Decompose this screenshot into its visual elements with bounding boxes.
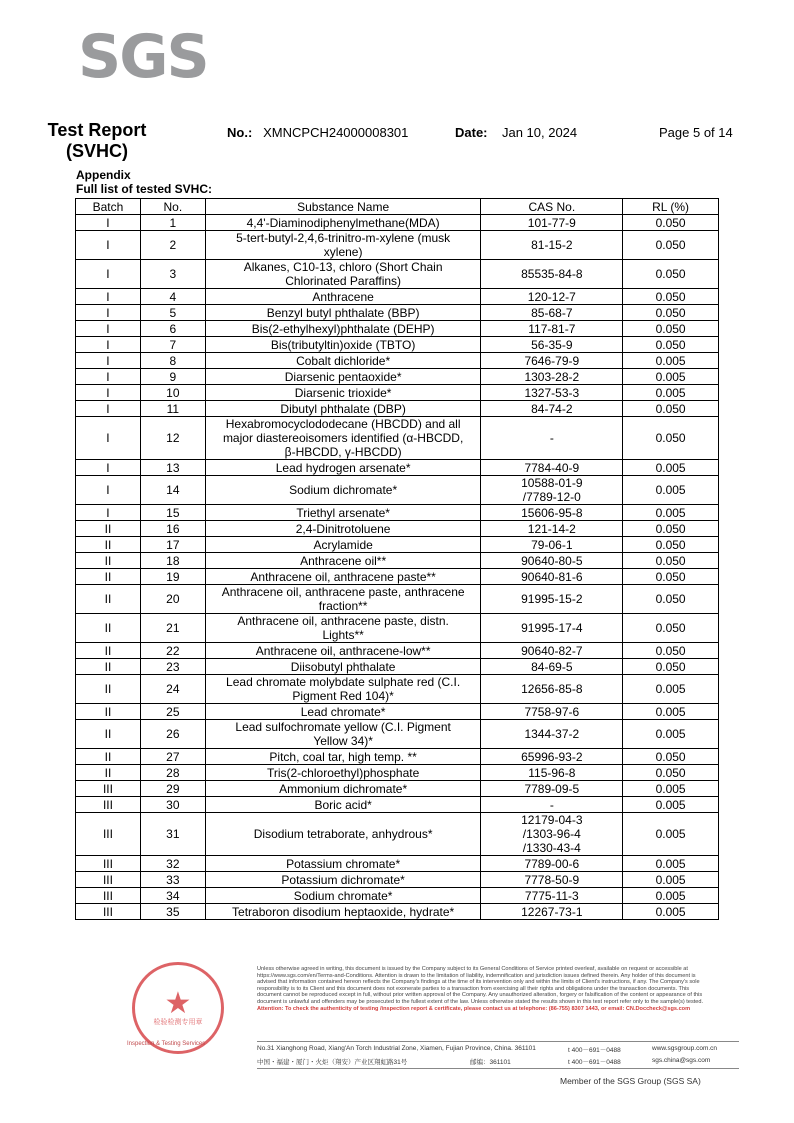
cell-substance: Disodium tetraborate, anhydrous* xyxy=(205,813,481,856)
table-row xyxy=(76,353,719,369)
cell-rl: 0.050 xyxy=(623,765,719,781)
cell-rl: 0.050 xyxy=(623,585,719,614)
cell-substance: Anthracene oil, anthracene-low** xyxy=(205,643,481,659)
cell-substance: 4,4'-Diaminodiphenylmethane(MDA) xyxy=(205,215,481,231)
cell-substance: Cobalt dichloride* xyxy=(205,353,481,369)
table-row xyxy=(76,505,719,521)
cell-rl: 0.005 xyxy=(623,505,719,521)
cell-substance: Acrylamide xyxy=(205,537,481,553)
table-row xyxy=(76,231,719,260)
cell-cas: 84-74-2 xyxy=(481,401,623,417)
table-row xyxy=(76,569,719,585)
table-row xyxy=(76,813,719,856)
header-batch: Batch xyxy=(76,199,141,215)
cell-no: 6 xyxy=(140,321,205,337)
cell-cas: 7789-00-6 xyxy=(481,856,623,872)
table-row xyxy=(76,305,719,321)
cell-cas: 12656-85-8 xyxy=(481,675,623,704)
cell-cas: 79-06-1 xyxy=(481,537,623,553)
cell-substance: Anthracene oil, anthracene paste, anthracene fraction** xyxy=(205,585,481,614)
cell-no: 5 xyxy=(140,305,205,321)
cell-batch: II xyxy=(76,569,141,585)
cell-cas: 1303-28-2 xyxy=(481,369,623,385)
cell-rl: 0.050 xyxy=(623,521,719,537)
header-cas: CAS No. xyxy=(481,199,623,215)
cell-batch: II xyxy=(76,614,141,643)
cell-no: 33 xyxy=(140,872,205,888)
cell-substance: Lead chromate molybdate sulphate red (C.I. Pigment Red 104)* xyxy=(205,675,481,704)
cell-no: 13 xyxy=(140,460,205,476)
cell-no: 29 xyxy=(140,781,205,797)
cell-cas: 117-81-7 xyxy=(481,321,623,337)
sgs-member-note: Member of the SGS Group (SGS SA) xyxy=(560,1076,701,1086)
cell-batch: III xyxy=(76,856,141,872)
cell-no: 12 xyxy=(140,417,205,460)
cell-no: 1 xyxy=(140,215,205,231)
web-en: www.sgsgroup.com.cn xyxy=(652,1045,718,1052)
cell-rl: 0.050 xyxy=(623,337,719,353)
cell-substance: Benzyl butyl phthalate (BBP) xyxy=(205,305,481,321)
cell-rl: 0.050 xyxy=(623,749,719,765)
header-substance: Substance Name xyxy=(205,199,481,215)
cell-rl: 0.050 xyxy=(623,260,719,289)
cell-rl: 0.050 xyxy=(623,401,719,417)
table-row xyxy=(76,476,719,505)
cell-batch: I xyxy=(76,505,141,521)
cell-cas: 10588-01-9 /7789-12-0 xyxy=(481,476,623,505)
cell-no: 26 xyxy=(140,720,205,749)
cell-no: 4 xyxy=(140,289,205,305)
cell-cas: - xyxy=(481,417,623,460)
cell-rl: 0.005 xyxy=(623,856,719,872)
cell-rl: 0.005 xyxy=(623,813,719,856)
cell-cas: 115-96-8 xyxy=(481,765,623,781)
table-row xyxy=(76,289,719,305)
cell-batch: I xyxy=(76,260,141,289)
cell-no: 30 xyxy=(140,797,205,813)
date-value: Jan 10, 2024 xyxy=(501,125,578,140)
table-row xyxy=(76,614,719,643)
cell-rl: 0.050 xyxy=(623,553,719,569)
cell-batch: I xyxy=(76,476,141,505)
table-row xyxy=(76,720,719,749)
table-row xyxy=(76,781,719,797)
cell-batch: II xyxy=(76,521,141,537)
cell-no: 3 xyxy=(140,260,205,289)
table-row xyxy=(76,260,719,289)
cell-rl: 0.050 xyxy=(623,215,719,231)
cell-rl: 0.005 xyxy=(623,369,719,385)
cell-batch: II xyxy=(76,675,141,704)
cell-substance: Ammonium dichromate* xyxy=(205,781,481,797)
cell-rl: 0.050 xyxy=(623,305,719,321)
cell-no: 22 xyxy=(140,643,205,659)
table-row xyxy=(76,872,719,888)
cell-rl: 0.005 xyxy=(623,460,719,476)
report-number xyxy=(227,125,408,140)
stamp-text: 检验检测专用章 xyxy=(153,1019,203,1026)
cell-no: 27 xyxy=(140,749,205,765)
cell-batch: II xyxy=(76,720,141,749)
report-no-label: No.: xyxy=(227,125,253,140)
cell-substance: Tetraboron disodium heptaoxide, hydrate* xyxy=(205,904,481,920)
cell-rl: 0.050 xyxy=(623,231,719,260)
table-row xyxy=(76,797,719,813)
cell-rl: 0.005 xyxy=(623,797,719,813)
address-en: No.31 Xianghong Road, Xiang'An Torch Industrial Zone, Xiamen, Fujian Province, China. 361101 xyxy=(257,1045,536,1052)
cell-no: 23 xyxy=(140,659,205,675)
cell-rl: 0.005 xyxy=(623,675,719,704)
table-row xyxy=(76,337,719,353)
appendix-label: Appendix xyxy=(76,168,131,182)
cell-substance: Lead sulfochromate yellow (C.I. Pigment Yellow 34)* xyxy=(205,720,481,749)
table-row xyxy=(76,888,719,904)
table-row xyxy=(76,585,719,614)
cell-no: 32 xyxy=(140,856,205,872)
cell-cas: 85535-84-8 xyxy=(481,260,623,289)
footer-divider-bottom xyxy=(257,1068,739,1069)
cell-no: 14 xyxy=(140,476,205,505)
header-no: No. xyxy=(140,199,205,215)
cell-cas: 1327-53-3 xyxy=(481,385,623,401)
cell-substance: Lead chromate* xyxy=(205,704,481,720)
cell-batch: II xyxy=(76,585,141,614)
cell-no: 21 xyxy=(140,614,205,643)
disclaimer-text: Unless otherwise agreed in writing, this document is issued by the Company subject to its General Conditions of Service printed overleaf, available on request or accessible at https://www.sgs.com/en/Terms-and-Conditions. Attention is drawn to the limitation of liability, indemnification and jurisdiction issues defined therein. Any holder of this document is advised that information contained hereon reflects the Company's findings at the time of its intervention only and within the limits of Client's instructions, if any. The Company's sole responsibility is to its Client and this document does not exonerate parties to a transaction from exercising all their rights and obligations under the transaction documents. This document cannot be reproduced except in full, without prior written approval of the Company. Any unauthorized alteration, forgery or falsification of the content or appearance of this document is unlawful and offenders may be prosecuted to the fullest extent of the law. Unless otherwise stated the results shown in this test report refer only to the sample(s) tested. xyxy=(257,966,704,1005)
table-row xyxy=(76,659,719,675)
cell-rl: 0.050 xyxy=(623,659,719,675)
cell-cas: 121-14-2 xyxy=(481,521,623,537)
cell-substance: Dibutyl phthalate (DBP) xyxy=(205,401,481,417)
cell-cas: 84-69-5 xyxy=(481,659,623,675)
cell-batch: I xyxy=(76,337,141,353)
cell-substance: Lead hydrogen arsenate* xyxy=(205,460,481,476)
phone-en: t 400－691－0488 xyxy=(568,1047,621,1054)
stamp-caption: Inspection & Testing Services xyxy=(127,1041,206,1047)
cell-substance: Diisobutyl phthalate xyxy=(205,659,481,675)
cell-rl: 0.050 xyxy=(623,417,719,460)
cell-rl: 0.050 xyxy=(623,569,719,585)
date-label: Date: xyxy=(455,125,488,140)
cell-batch: I xyxy=(76,369,141,385)
cell-cas: 90640-81-6 xyxy=(481,569,623,585)
cell-rl: 0.050 xyxy=(623,537,719,553)
legal-disclaimer xyxy=(257,966,707,1012)
table-row xyxy=(76,321,719,337)
report-no-value: XMNCPCH24000008301 xyxy=(263,125,409,140)
cell-batch: III xyxy=(76,813,141,856)
title-line-2: (SVHC) xyxy=(66,141,128,161)
cell-cas: 65996-93-2 xyxy=(481,749,623,765)
page-number: Page 5 of 14 xyxy=(659,125,733,140)
cell-no: 7 xyxy=(140,337,205,353)
cell-no: 17 xyxy=(140,537,205,553)
cell-no: 10 xyxy=(140,385,205,401)
cell-substance: Sodium chromate* xyxy=(205,888,481,904)
cell-cas: 91995-15-2 xyxy=(481,585,623,614)
table-row xyxy=(76,369,719,385)
cell-no: 18 xyxy=(140,553,205,569)
table-row xyxy=(76,704,719,720)
cell-cas: 90640-82-7 xyxy=(481,643,623,659)
table-row xyxy=(76,521,719,537)
cell-rl: 0.005 xyxy=(623,704,719,720)
sgs-logo: SGS xyxy=(78,22,208,92)
cell-rl: 0.005 xyxy=(623,720,719,749)
cell-batch: I xyxy=(76,215,141,231)
cell-cas: 15606-95-8 xyxy=(481,505,623,521)
postcode-cn: 邮编：361101 xyxy=(470,1059,511,1066)
table-row xyxy=(76,856,719,872)
table-row xyxy=(76,537,719,553)
cell-substance: Hexabromocyclododecane (HBCDD) and all major diastereoisomers identified (α-HBCDD, β-HBCDD, γ-HBCDD) xyxy=(205,417,481,460)
cell-rl: 0.050 xyxy=(623,643,719,659)
cell-no: 9 xyxy=(140,369,205,385)
table-row xyxy=(76,749,719,765)
svhc-table xyxy=(75,198,719,920)
cell-no: 19 xyxy=(140,569,205,585)
cell-no: 16 xyxy=(140,521,205,537)
cell-rl: 0.005 xyxy=(623,888,719,904)
cell-cas: 81-15-2 xyxy=(481,231,623,260)
cell-batch: II xyxy=(76,749,141,765)
cell-cas: 90640-80-5 xyxy=(481,553,623,569)
cell-no: 15 xyxy=(140,505,205,521)
cell-cas: 56-35-9 xyxy=(481,337,623,353)
cell-rl: 0.005 xyxy=(623,904,719,920)
cell-batch: II xyxy=(76,643,141,659)
cell-substance: Diarsenic trioxide* xyxy=(205,385,481,401)
cell-rl: 0.005 xyxy=(623,476,719,505)
cell-substance: Bis(2-ethylhexyl)phthalate (DEHP) xyxy=(205,321,481,337)
cell-rl: 0.050 xyxy=(623,614,719,643)
cell-rl: 0.005 xyxy=(623,385,719,401)
cell-substance: 5-tert-butyl-2,4,6-trinitro-m-xylene (musk xylene) xyxy=(205,231,481,260)
cell-cas: 7758-97-6 xyxy=(481,704,623,720)
cell-cas: 7778-50-9 xyxy=(481,872,623,888)
cell-rl: 0.005 xyxy=(623,781,719,797)
table-row xyxy=(76,215,719,231)
report-title xyxy=(44,120,150,162)
cell-no: 28 xyxy=(140,765,205,781)
cell-substance: Tris(2-chloroethyl)phosphate xyxy=(205,765,481,781)
table-row xyxy=(76,553,719,569)
cell-rl: 0.050 xyxy=(623,289,719,305)
cell-cas: 7789-09-5 xyxy=(481,781,623,797)
cell-batch: I xyxy=(76,353,141,369)
cell-rl: 0.050 xyxy=(623,321,719,337)
table-header-row xyxy=(76,199,719,215)
title-line-1: Test Report xyxy=(47,120,147,140)
cell-substance: 2,4-Dinitrotoluene xyxy=(205,521,481,537)
star-icon: ★ xyxy=(164,987,192,1020)
cell-batch: I xyxy=(76,417,141,460)
cell-cas: 1344-37-2 xyxy=(481,720,623,749)
cell-batch: III xyxy=(76,872,141,888)
cell-batch: II xyxy=(76,553,141,569)
cell-cas: - xyxy=(481,797,623,813)
cell-batch: III xyxy=(76,781,141,797)
cell-batch: I xyxy=(76,289,141,305)
cell-substance: Anthracene xyxy=(205,289,481,305)
cell-no: 31 xyxy=(140,813,205,856)
cell-substance: Anthracene oil** xyxy=(205,553,481,569)
cell-cas: 7775-11-3 xyxy=(481,888,623,904)
cell-batch: I xyxy=(76,231,141,260)
table-row xyxy=(76,460,719,476)
cell-substance: Pitch, coal tar, high temp. ** xyxy=(205,749,481,765)
cell-substance: Alkanes, C10-13, chloro (Short Chain Chlorinated Paraffins) xyxy=(205,260,481,289)
cell-cas: 7646-79-9 xyxy=(481,353,623,369)
cell-no: 25 xyxy=(140,704,205,720)
cell-batch: I xyxy=(76,321,141,337)
cell-batch: III xyxy=(76,888,141,904)
cell-batch: I xyxy=(76,460,141,476)
cell-cas: 12267-73-1 xyxy=(481,904,623,920)
footer-divider xyxy=(257,1041,739,1042)
cell-substance: Anthracene oil, anthracene paste** xyxy=(205,569,481,585)
cell-cas: 12179-04-3 /1303-96-4 /1330-43-4 xyxy=(481,813,623,856)
phone-cn: t 400－691－0488 xyxy=(568,1059,621,1066)
cell-cas: 101-77-9 xyxy=(481,215,623,231)
cell-substance: Diarsenic pentaoxide* xyxy=(205,369,481,385)
cell-no: 11 xyxy=(140,401,205,417)
cell-cas: 85-68-7 xyxy=(481,305,623,321)
cell-rl: 0.005 xyxy=(623,872,719,888)
table-row xyxy=(76,765,719,781)
cell-rl: 0.005 xyxy=(623,353,719,369)
cell-substance: Potassium dichromate* xyxy=(205,872,481,888)
cell-no: 35 xyxy=(140,904,205,920)
cell-no: 20 xyxy=(140,585,205,614)
list-title: Full list of tested SVHC: xyxy=(76,182,213,196)
cell-cas: 91995-17-4 xyxy=(481,614,623,643)
cell-batch: I xyxy=(76,401,141,417)
cell-substance: Anthracene oil, anthracene paste, distn. Lights** xyxy=(205,614,481,643)
cell-batch: III xyxy=(76,797,141,813)
cell-no: 24 xyxy=(140,675,205,704)
cell-batch: II xyxy=(76,659,141,675)
email-cn: sgs.china@sgs.com xyxy=(652,1057,711,1064)
cell-batch: II xyxy=(76,765,141,781)
cell-no: 2 xyxy=(140,231,205,260)
cell-substance: Triethyl arsenate* xyxy=(205,505,481,521)
cell-batch: I xyxy=(76,305,141,321)
cell-batch: III xyxy=(76,904,141,920)
table-row xyxy=(76,401,719,417)
table-row xyxy=(76,643,719,659)
table-row xyxy=(76,675,719,704)
cell-batch: II xyxy=(76,537,141,553)
cell-batch: I xyxy=(76,385,141,401)
appendix-heading xyxy=(76,168,212,196)
cell-cas: 120-12-7 xyxy=(481,289,623,305)
cell-substance: Boric acid* xyxy=(205,797,481,813)
cell-substance: Sodium dichromate* xyxy=(205,476,481,505)
header-rl: RL (%) xyxy=(623,199,719,215)
report-date xyxy=(455,125,577,140)
cell-no: 34 xyxy=(140,888,205,904)
address-cn: 中国・福建・厦门・火炬（翔安）产业区翔虹路31号 xyxy=(257,1059,408,1066)
cell-substance: Potassium chromate* xyxy=(205,856,481,872)
table-row xyxy=(76,385,719,401)
cell-batch: II xyxy=(76,704,141,720)
table-row xyxy=(76,417,719,460)
table-row xyxy=(76,904,719,920)
cell-no: 8 xyxy=(140,353,205,369)
authenticity-attention: Attention: To check the authenticity of testing /inspection report & certificate, please contact us at telephone: (86-755) 8307 1443, or email: CN.Doccheck@sgs.com xyxy=(257,1005,691,1012)
cell-cas: 7784-40-9 xyxy=(481,460,623,476)
cell-substance: Bis(tributyltin)oxide (TBTO) xyxy=(205,337,481,353)
